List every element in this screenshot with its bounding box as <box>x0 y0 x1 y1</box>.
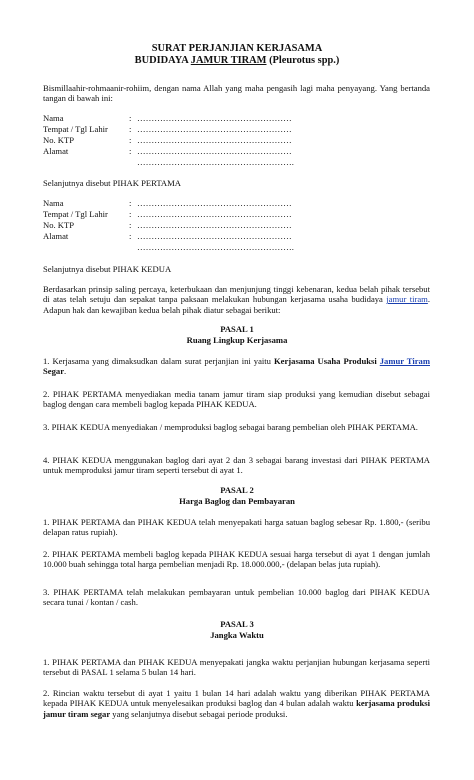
item-text-end: yang selanjutnya disebut sebagai periode produksi. <box>110 708 288 719</box>
party2-label: Selanjutnya disebut PIHAK KEDUA <box>43 264 172 274</box>
item-bold: kerjasama produksi jamur tiram segar <box>43 698 430 719</box>
intro-paragraph <box>43 284 430 315</box>
field-colon: : <box>129 209 132 219</box>
field-blank: ……………………………………………… <box>137 209 292 219</box>
party1-label: Selanjutnya disebut PIHAK PERTAMA <box>43 178 181 188</box>
field-row <box>43 209 343 220</box>
intro-text: Berdasarkan prinsip saling percaya, keterbukaan dan menjunjung tinggi kebenaran, kedua belah pihak tersebut di atas telah setuju dan sepakat tanpa paksaan melakukan hubungan kerjasama usaha budidaya <box>43 284 430 305</box>
field-row <box>43 135 343 146</box>
subtitle-suffix: (Pleurotus spp.) <box>266 55 340 66</box>
field-colon: : <box>129 198 132 208</box>
field-continuation: ………………………………………………. <box>137 242 294 252</box>
field-colon: : <box>129 220 132 230</box>
field-label: Alamat <box>43 231 69 241</box>
pasal3-item: 1. PIHAK PERTAMA dan PIHAK KEDUA menyepakati jangka waktu perjanjian hubungan kerjasama seperti tersebut di PASAL 1 selama 5 bulan 14 hari. <box>43 657 430 678</box>
pasal2-item: 2. PIHAK PERTAMA membeli baglog kepada PIHAK KEDUA sesuai harga tersebut di ayat 1 dengan jumlah 10.000 buah sehingga total harga pembelian menjadi Rp. 18.000.000,- (delapan belas juta rupiah). <box>43 549 430 570</box>
pasal2-number: PASAL 2 <box>220 485 254 495</box>
item-bold: Kerjasama Usaha Produksi <box>273 356 380 366</box>
pasal1-item: 3. PIHAK KEDUA menyediakan / memproduksi baglog sebagai barang pembelian oleh PIHAK PERTAMA. <box>43 422 418 432</box>
pasal2-heading: Harga Baglog dan Pembayaran <box>179 496 295 506</box>
jamur-tiram-link[interactable]: jamur tiram <box>386 294 428 305</box>
document-title: SURAT PERJANJIAN KERJASAMA <box>151 43 323 54</box>
field-label: No. KTP <box>43 135 75 145</box>
item-text: 2. Rincian waktu tersebut di ayat 1 yaitu 1 bulan 14 hari adalah waktu yang diberikan PIHAK PERTAMA kepada PIHAK KEDUA untuk menyelesaikan produksi baglog dan 4 bulan adalah waktu <box>43 688 430 709</box>
pasal2-item: 1. PIHAK PERTAMA dan PIHAK KEDUA telah menyepakati harga satuan baglog sebesar Rp. 1.800,- (seribu delapan ratus rupiah). <box>43 517 430 538</box>
field-row <box>43 220 343 231</box>
field-label: Tempat / Tgl Lahir <box>43 209 108 219</box>
field-blank: ……………………………………………… <box>137 146 292 156</box>
pasal3-item <box>43 688 430 719</box>
field-continuation: ………………………………………………. <box>137 157 294 167</box>
item-text-end: . <box>64 366 67 377</box>
pasal3-number: PASAL 3 <box>220 619 254 629</box>
field-colon: : <box>129 146 132 156</box>
pasal2-item: 3. PIHAK PERTAMA telah melakukan pembayaran untuk pembelian 10.000 baglog dari PIHAK KEDUA secara tunai / kontan / cash. <box>43 587 430 608</box>
field-row <box>43 113 343 124</box>
field-colon: : <box>129 124 132 134</box>
pasal1-item <box>43 356 430 377</box>
field-colon: : <box>129 135 132 145</box>
item-text: 1. Kerjasama yang dimaksudkan dalam surat perjanjian ini yaitu <box>43 356 274 366</box>
pasal1-item: 2. PIHAK PERTAMA menyediakan media tanam jamur tiram siap produksi yang kemudian disebut sebagai baglog dengan cara membeli baglog kepada PIHAK KEDUA. <box>43 389 430 410</box>
party2-fields <box>43 198 343 253</box>
field-label: Nama <box>43 198 64 208</box>
pasal1-heading: Ruang Lingkup Kerjasama <box>186 335 288 345</box>
field-row <box>43 231 343 242</box>
field-colon: : <box>129 231 132 241</box>
field-blank: ……………………………………………… <box>137 198 292 208</box>
document-subtitle <box>0 55 474 67</box>
field-row <box>43 146 343 157</box>
intro-text-end: . Adapun hak dan kewajiban kedua belah pihak diatur sebagai berikut: <box>43 294 430 315</box>
field-blank: ……………………………………………… <box>137 135 292 145</box>
field-label: Tempat / Tgl Lahir <box>43 124 108 134</box>
pasal1-item: 4. PIHAK KEDUA menggunakan baglog dari ayat 2 dan 3 sebagai barang investasi dari PIHAK PERTAMA untuk memproduksi jamur tiram seperti tersebut di ayat 1. <box>43 455 430 476</box>
subtitle-underlined: JAMUR TIRAM <box>190 55 267 66</box>
opening-paragraph: Bismillaahir-rohmaanir-rohiim, dengan nama Allah yang maha pengasih lagi maha penyayang. Yang bertanda tangan di bawah ini: <box>43 83 430 104</box>
item-bold: Segar <box>43 366 65 377</box>
field-label: Nama <box>43 113 64 123</box>
pasal3-heading: Jangka Waktu <box>210 630 264 640</box>
field-blank: ……………………………………………… <box>137 113 292 123</box>
field-blank: ……………………………………………… <box>137 231 292 241</box>
field-row <box>43 198 343 209</box>
field-blank: ……………………………………………… <box>137 124 292 134</box>
party1-fields <box>43 113 343 168</box>
field-blank: ……………………………………………… <box>137 220 292 230</box>
pasal1-number: PASAL 1 <box>220 324 254 334</box>
field-colon: : <box>129 113 132 123</box>
field-row <box>43 124 343 135</box>
field-label: Alamat <box>43 146 69 156</box>
jamur-tiram-link[interactable]: Jamur Tiram <box>379 356 430 366</box>
field-label: No. KTP <box>43 220 75 230</box>
subtitle-prefix: BUDIDAYA <box>134 55 191 66</box>
